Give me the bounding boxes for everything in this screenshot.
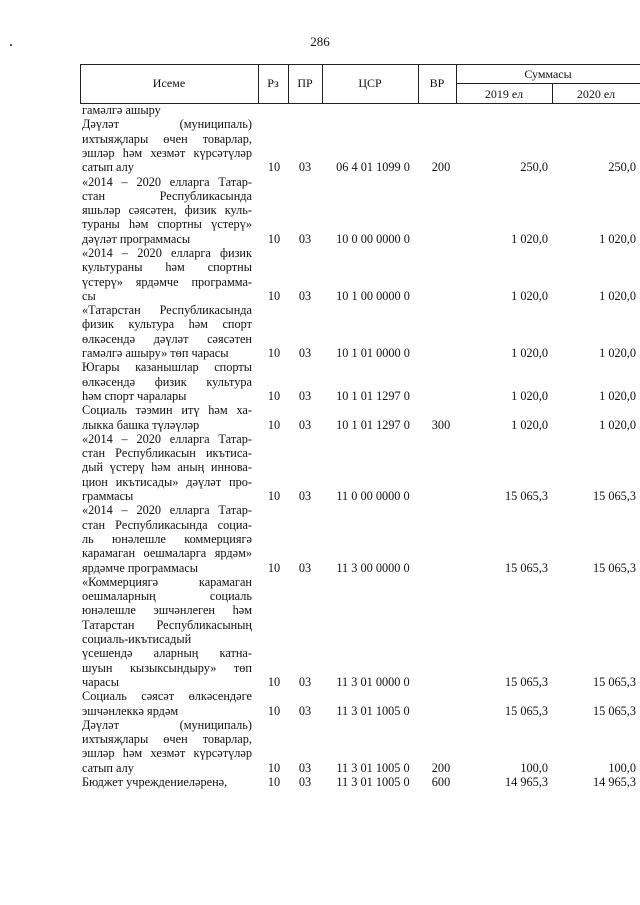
description-line: Дәүләт (муниципаль)	[82, 117, 252, 132]
row-sum-2020: 15 065,3	[592, 560, 636, 575]
header-top-line	[80, 64, 640, 65]
row-description	[82, 103, 252, 117]
row-description	[82, 403, 252, 432]
table-row	[0, 689, 640, 718]
row-description	[82, 503, 252, 574]
row-vr: 200	[431, 760, 451, 775]
description-line: өлкәсендә физик культура	[82, 374, 252, 389]
row-sum-2019: 1 020,0	[511, 288, 548, 303]
table-row	[0, 432, 640, 504]
row-sum-2020: 1 020,0	[599, 388, 636, 403]
row-description	[82, 718, 252, 775]
row-pr: 03	[298, 388, 312, 403]
header-year-2020: 2020 ел	[576, 87, 616, 101]
description-line: культураны һәм спортны	[82, 260, 252, 275]
description-line: гамәлгә ашыру» төп чарасы	[82, 346, 229, 361]
table-row	[0, 775, 640, 789]
table-row	[0, 175, 640, 247]
description-line: Дәүләт (муниципаль)	[82, 717, 252, 732]
row-csr: 11 3 00 0000 0	[336, 560, 410, 575]
row-pr: 03	[298, 560, 312, 575]
description-line: Социаль тәэмин итү һәм ха-	[82, 403, 252, 418]
description-line: стан Республикасында	[82, 188, 252, 203]
row-sum-2020: 15 065,3	[592, 703, 636, 718]
description-line: социаль-икътисадый	[82, 632, 192, 647]
row-pr: 03	[298, 160, 312, 175]
row-csr: 11 3 01 1005 0	[336, 775, 410, 790]
description-line: тураны һәм спортны үстерү»	[82, 217, 252, 232]
row-rz: 10	[267, 674, 281, 689]
row-description	[82, 303, 252, 360]
row-description	[82, 246, 252, 303]
row-rz: 10	[267, 231, 281, 246]
description-line: ярдәмче программасы	[82, 560, 199, 575]
description-line: «2014 – 2020 елларга физик	[82, 246, 252, 260]
description-line: сы	[82, 288, 96, 303]
description-line: стан Республикасын икътиса-	[82, 446, 252, 461]
row-rz: 10	[267, 489, 281, 504]
table-row	[0, 246, 640, 303]
description-line: өлкәсендә дәүләт сәясәтен	[82, 331, 252, 346]
row-sum-2020: 14 965,3	[592, 775, 636, 790]
row-sum-2020: 1 020,0	[599, 346, 636, 361]
row-sum-2019: 1 020,0	[511, 417, 548, 432]
description-line: дәүләт программасы	[82, 231, 191, 246]
row-rz: 10	[267, 388, 281, 403]
row-vr: 300	[431, 417, 451, 432]
row-csr: 10 1 01 1297 0	[336, 388, 410, 403]
row-pr: 03	[298, 703, 312, 718]
row-sum-2020: 1 020,0	[599, 231, 636, 246]
description-line: Бюджет учреждениеләренә,	[82, 775, 228, 790]
row-description	[82, 575, 252, 689]
row-pr: 03	[298, 674, 312, 689]
row-sum-2020: 250,0	[608, 160, 636, 175]
description-line: граммасы	[82, 489, 134, 504]
description-line: физик культура һәм спорт	[82, 317, 252, 332]
row-sum-2019: 1 020,0	[511, 346, 548, 361]
row-sum-2019: 100,0	[520, 760, 548, 775]
row-vr: 200	[431, 160, 451, 175]
description-line: «2014 – 2020 елларга Татар-	[82, 503, 252, 518]
description-line: сатып алу	[82, 760, 134, 775]
table-row	[0, 718, 640, 775]
description-line: эшләр һәм хезмәт күрсәтүләр	[82, 746, 252, 761]
table-row	[0, 103, 640, 117]
row-pr: 03	[298, 231, 312, 246]
description-line: ихтыяҗлары өчен товарлар,	[82, 131, 252, 146]
table-row	[0, 360, 640, 403]
description-line: цион икътисады» дәүләт про-	[82, 474, 252, 489]
table-row	[0, 117, 640, 174]
table-row	[0, 503, 640, 575]
row-csr: 11 3 01 1005 0	[336, 760, 410, 775]
row-description	[82, 360, 252, 403]
row-pr: 03	[298, 417, 312, 432]
row-sum-2019: 15 065,3	[504, 489, 548, 504]
row-vr: 600	[431, 775, 451, 790]
header-rz: Рз	[267, 76, 279, 90]
row-pr: 03	[298, 489, 312, 504]
description-line: «Татарстан Республикасында	[82, 303, 252, 318]
description-line: ихтыяҗлары өчен товарлар,	[82, 732, 252, 747]
row-rz: 10	[267, 760, 281, 775]
row-sum-2020: 15 065,3	[592, 674, 636, 689]
row-pr: 03	[298, 760, 312, 775]
description-line: дый үстерү һәм аның иннова-	[82, 460, 252, 475]
row-sum-2020: 15 065,3	[592, 489, 636, 504]
description-line: сатып алу	[82, 160, 134, 175]
row-sum-2019: 250,0	[520, 160, 548, 175]
row-csr: 10 1 01 1297 0	[336, 417, 410, 432]
description-line: «Коммерциягә карамаган	[82, 574, 252, 589]
row-rz: 10	[267, 288, 281, 303]
table-row	[0, 303, 640, 360]
row-csr: 11 3 01 1005 0	[336, 703, 410, 718]
description-line: үсешендә аларның катна-	[82, 646, 252, 661]
description-line: һәм спорт чаралары	[82, 388, 187, 403]
row-rz: 10	[267, 160, 281, 175]
description-line: эшләр һәм хезмәт күрсәтүләр	[82, 145, 252, 160]
description-line: Социаль сәясәт өлкәсендәге	[82, 689, 252, 704]
row-sum-2020: 1 020,0	[599, 417, 636, 432]
table-row	[0, 575, 640, 689]
description-line: үстерү» ярдәмче программа-	[82, 274, 252, 289]
row-pr: 03	[298, 288, 312, 303]
description-line: оешмаларның социаль	[82, 589, 252, 604]
row-csr: 11 0 00 0000 0	[336, 489, 410, 504]
row-csr: 10 1 00 0000 0	[336, 288, 410, 303]
description-line: Югары казанышлар спорты	[82, 360, 252, 375]
row-description	[82, 689, 252, 718]
description-line: эшчәнлеккә ярдәм	[82, 703, 179, 718]
table-header	[80, 64, 640, 104]
row-sum-2019: 15 065,3	[504, 560, 548, 575]
description-line: стан Республикасында социа-	[82, 517, 252, 532]
row-rz: 10	[267, 703, 281, 718]
description-line: ль юнәлешле коммерциягә	[82, 531, 252, 546]
row-csr: 10 0 00 0000 0	[336, 231, 410, 246]
header-sub-line	[456, 83, 640, 84]
row-sum-2019: 15 065,3	[504, 674, 548, 689]
row-rz: 10	[267, 417, 281, 432]
page-number: 286	[310, 34, 330, 49]
header-csr: ЦСР	[358, 76, 382, 90]
row-sum-2019: 1 020,0	[511, 388, 548, 403]
row-sum-2019: 14 965,3	[504, 775, 548, 790]
description-line: Татарстан Республикасының	[82, 617, 252, 632]
row-csr: 10 1 01 0000 0	[336, 346, 410, 361]
description-line: гамәлгә ашыру	[82, 103, 161, 117]
description-line: «2014 – 2020 елларга Татар-	[82, 431, 252, 446]
row-pr: 03	[298, 346, 312, 361]
row-pr: 03	[298, 775, 312, 790]
description-line: юнәлешле эшчәнлеген һәм	[82, 603, 252, 618]
description-line: чарасы	[82, 674, 119, 689]
description-line: лыкка башка түләүләр	[82, 417, 200, 432]
header-sums: Суммасы	[524, 67, 572, 81]
row-rz: 10	[267, 346, 281, 361]
row-description	[82, 775, 252, 789]
row-csr: 06 4 01 1099 0	[336, 160, 410, 175]
row-rz: 10	[267, 560, 281, 575]
description-line: «2014 – 2020 елларга Татар-	[82, 174, 252, 189]
row-csr: 11 3 01 0000 0	[336, 674, 410, 689]
description-line: карамаган оешмаларга ярдәм»	[82, 546, 252, 561]
row-sum-2019: 15 065,3	[504, 703, 548, 718]
header-year-2019: 2019 ел	[484, 87, 524, 101]
header-pr: ПР	[297, 76, 313, 90]
row-rz: 10	[267, 775, 281, 790]
header-vr: ВР	[429, 76, 445, 90]
description-line: шуын кызыксындыру» төп	[82, 660, 252, 675]
row-description	[82, 117, 252, 174]
row-description	[82, 432, 252, 503]
header-name: Исеме	[152, 76, 186, 90]
row-sum-2020: 100,0	[608, 760, 636, 775]
row-sum-2019: 1 020,0	[511, 231, 548, 246]
row-description	[82, 175, 252, 246]
row-sum-2020: 1 020,0	[599, 288, 636, 303]
table-row	[0, 403, 640, 432]
description-line: яшьләр сәясәтен, физик куль-	[82, 203, 252, 218]
